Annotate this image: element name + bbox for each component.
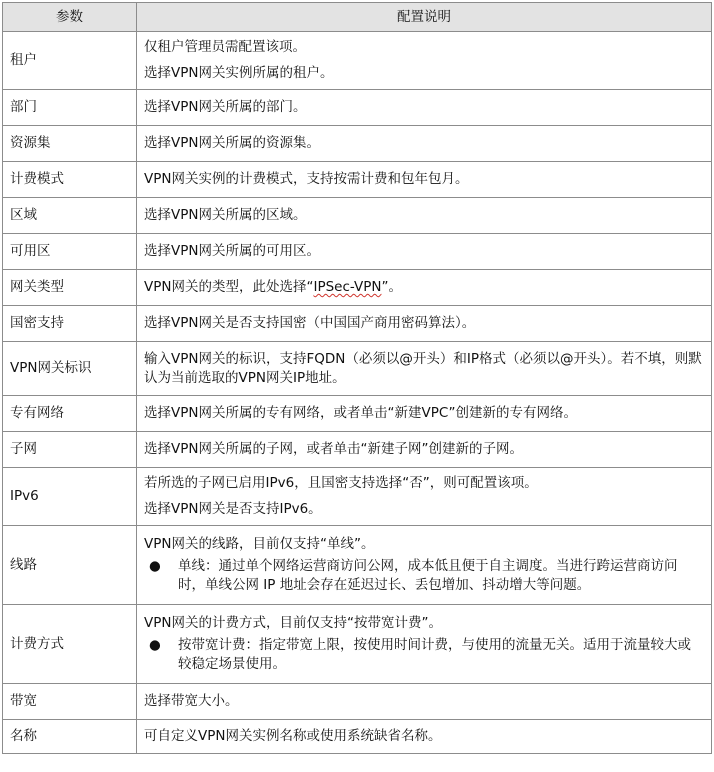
param-cell: 子网 bbox=[3, 432, 137, 468]
table-header-row bbox=[3, 3, 712, 32]
bullet-dot-icon: ● bbox=[149, 637, 161, 653]
desc-line: 选择VPN网关所属的区域。 bbox=[144, 207, 307, 223]
desc-cell bbox=[137, 198, 712, 234]
gateway-type-value: IPSec-VPN bbox=[313, 279, 382, 295]
parameter-table bbox=[2, 2, 712, 754]
desc-line: 选择VPN网关所属的专有网络，或者单击“新建VPC”创建新的专有网络。 bbox=[144, 405, 578, 421]
desc-cell bbox=[137, 270, 712, 306]
desc-text: ”。 bbox=[381, 279, 402, 295]
desc-line: VPN网关的线路，目前仅支持“单线”。 bbox=[144, 536, 375, 552]
bullet-text: 按带宽计费：指定带宽上限，按使用时间计费，与使用的流量无关。适用于流量较大或较稳定场景使用。 bbox=[178, 637, 691, 672]
desc-line: VPN网关的计费方式，目前仅支持“按带宽计费”。 bbox=[144, 615, 442, 631]
list-item bbox=[144, 636, 704, 674]
param-cell: VPN网关标识 bbox=[3, 342, 137, 396]
param-cell: 线路 bbox=[3, 526, 137, 605]
desc-cell bbox=[137, 396, 712, 432]
desc-line: 输入VPN网关的标识，支持FQDN（必须以@开头）和IP格式（必须以@开头）。若不填，则默认为当前选取的VPN网关IP地址。 bbox=[144, 350, 702, 386]
desc-line: 仅租户管理员需配置该项。 bbox=[144, 39, 306, 55]
table-row bbox=[3, 32, 712, 90]
table-row bbox=[3, 342, 712, 396]
desc-cell bbox=[137, 468, 712, 526]
param-cell: 计费方式 bbox=[3, 605, 137, 684]
param-cell: 计费模式 bbox=[3, 162, 137, 198]
desc-cell bbox=[137, 720, 712, 754]
table-row bbox=[3, 720, 712, 754]
desc-line: 选择VPN网关所属的可用区。 bbox=[144, 243, 320, 259]
param-cell: 部门 bbox=[3, 90, 137, 126]
desc-line: 选择VPN网关所属的子网，或者单击“新建子网”创建新的子网。 bbox=[144, 441, 523, 457]
table-row bbox=[3, 684, 712, 720]
param-cell: 网关类型 bbox=[3, 270, 137, 306]
param-cell: 带宽 bbox=[3, 684, 137, 720]
param-cell: 可用区 bbox=[3, 234, 137, 270]
desc-line: 选择VPN网关所属的资源集。 bbox=[144, 135, 320, 151]
table-row bbox=[3, 270, 712, 306]
param-cell: 国密支持 bbox=[3, 306, 137, 342]
param-cell: IPv6 bbox=[3, 468, 137, 526]
desc-cell bbox=[137, 32, 712, 90]
desc-cell bbox=[137, 306, 712, 342]
table-row bbox=[3, 605, 712, 684]
desc-line: VPN网关实例的计费模式，支持按需计费和包年包月。 bbox=[144, 171, 469, 187]
desc-cell bbox=[137, 432, 712, 468]
bullet-list bbox=[144, 557, 704, 595]
desc-cell bbox=[137, 126, 712, 162]
header-desc: 配置说明 bbox=[137, 3, 712, 32]
desc-cell bbox=[137, 605, 712, 684]
desc-cell bbox=[137, 234, 712, 270]
desc-text: VPN网关的类型，此处选择“ bbox=[144, 279, 314, 295]
bullet-text: 单线：通过单个网络运营商访问公网，成本低且便于自主调度。当进行跨运营商访问时，单线公网 IP 地址会存在延迟过长、丢包增加、抖动增大等问题。 bbox=[178, 558, 678, 593]
param-cell: 资源集 bbox=[3, 126, 137, 162]
desc-line: 选择VPN网关实例所属的租户。 bbox=[144, 65, 334, 81]
param-cell: 名称 bbox=[3, 720, 137, 754]
table-row bbox=[3, 198, 712, 234]
param-cell: 专有网络 bbox=[3, 396, 137, 432]
desc-cell bbox=[137, 342, 712, 396]
desc-cell bbox=[137, 90, 712, 126]
table-row bbox=[3, 162, 712, 198]
table-row bbox=[3, 90, 712, 126]
table-row bbox=[3, 234, 712, 270]
desc-line: 可自定义VPN网关实例名称或使用系统缺省名称。 bbox=[144, 728, 442, 744]
desc-line: 选择VPN网关所属的部门。 bbox=[144, 99, 307, 115]
desc-line: 选择带宽大小。 bbox=[144, 693, 239, 709]
header-param: 参数 bbox=[3, 3, 137, 32]
bullet-list bbox=[144, 636, 704, 674]
desc-cell bbox=[137, 526, 712, 605]
table-row bbox=[3, 126, 712, 162]
desc-cell bbox=[137, 162, 712, 198]
table-row bbox=[3, 468, 712, 526]
param-cell: 租户 bbox=[3, 32, 137, 90]
desc-line: 选择VPN网关是否支持国密（中国国产商用密码算法）。 bbox=[144, 315, 476, 331]
desc-line bbox=[144, 278, 704, 297]
table-row bbox=[3, 306, 712, 342]
bullet-dot-icon: ● bbox=[149, 558, 161, 574]
desc-cell bbox=[137, 684, 712, 720]
param-cell: 区域 bbox=[3, 198, 137, 234]
table-row bbox=[3, 526, 712, 605]
desc-line: 若所选的子网已启用IPv6，且国密支持选择“否”，则可配置该项。 bbox=[144, 475, 538, 491]
table-row bbox=[3, 396, 712, 432]
list-item bbox=[144, 557, 704, 595]
desc-line: 选择VPN网关是否支持IPv6。 bbox=[144, 501, 322, 517]
table-row bbox=[3, 432, 712, 468]
